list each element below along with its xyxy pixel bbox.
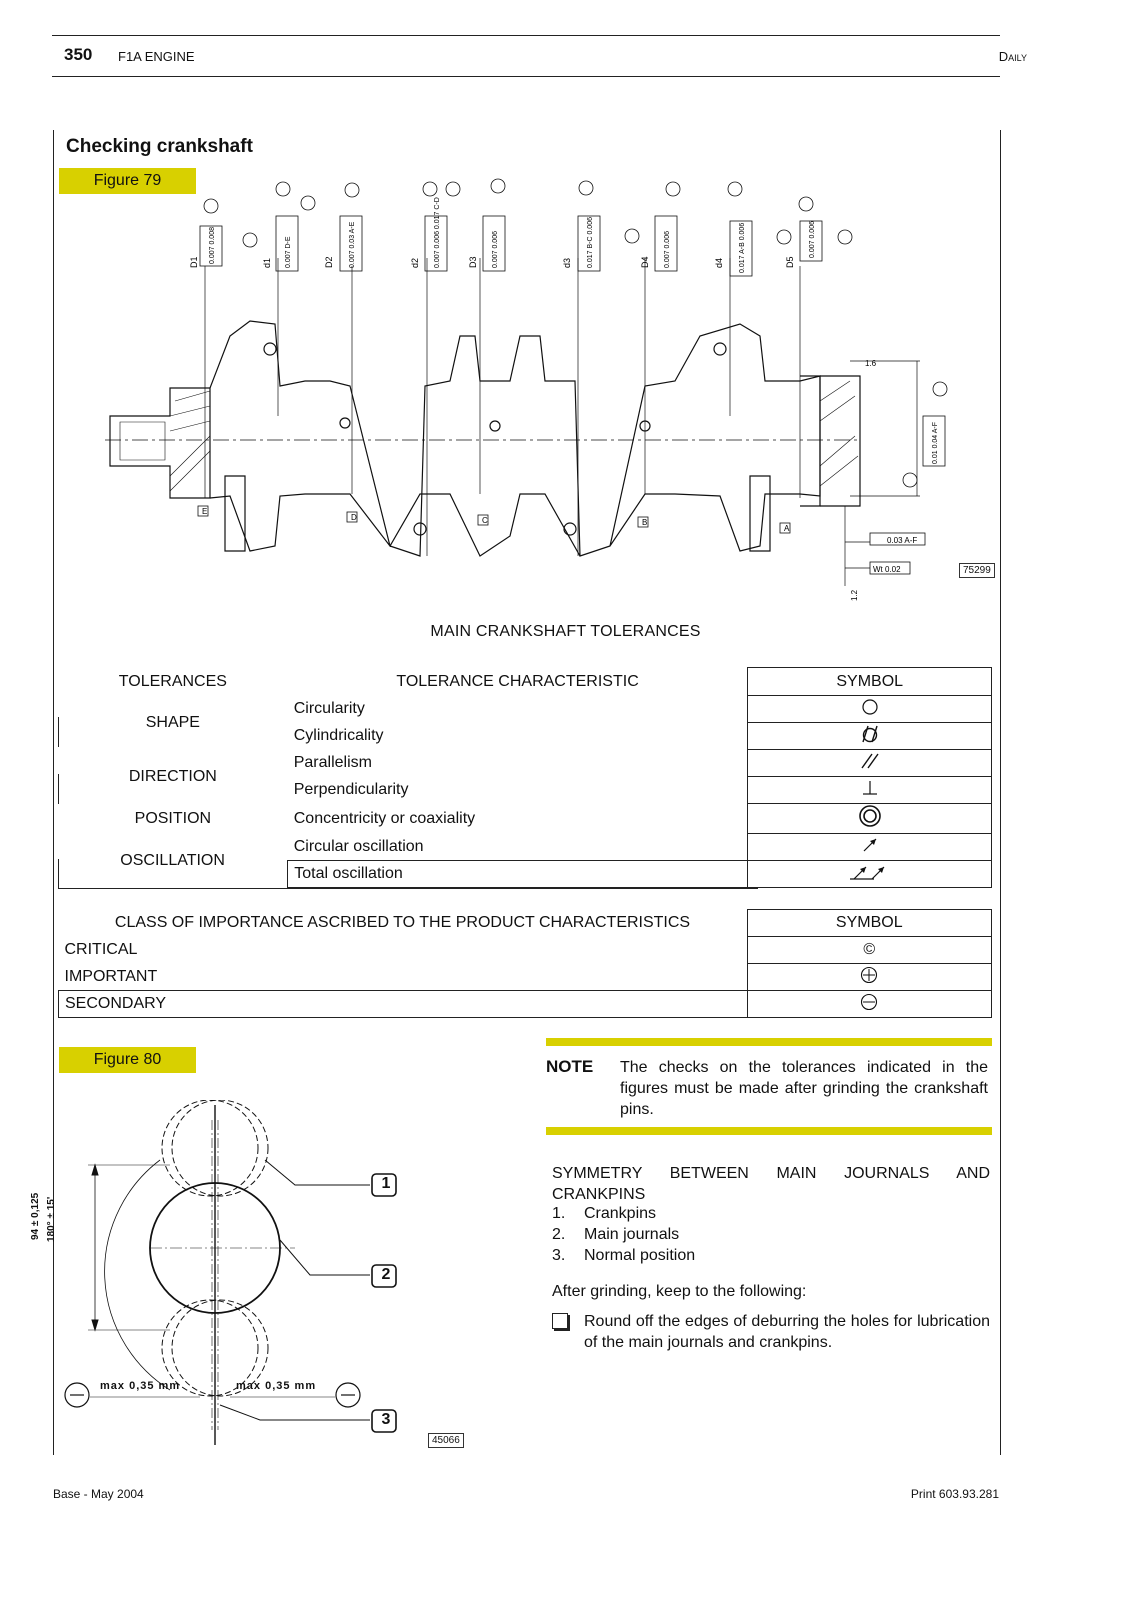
note-text: The checks on the tolerances indicated in the figures must be made after grinding the crankshaft pins. [620,1059,988,1118]
journal-label: d3 [562,257,572,268]
item-concentricity: Concentricity or coaxiality [293,809,476,827]
secondary-symbol [747,991,992,1018]
item-circular-oscillation: Circular oscillation [293,837,424,855]
tolerance-callout: 0.007 0.008 [209,227,216,264]
item-circularity: Circularity [293,700,365,717]
group-shape: SHAPE [145,713,200,731]
list-item: 3. Normal position [552,1247,696,1264]
after-intro: After grinding, keep to the following: [552,1283,807,1300]
datum-label: C [482,516,488,525]
tolerance-table-left [58,859,59,888]
symmetry-list [552,1203,695,1266]
group-oscillation: OSCILLATION [120,851,225,869]
concentricity-symbol [748,804,992,834]
note-top-bar [546,1038,992,1046]
tolerance-callout: 0.007 0.006 0.017 C-D [434,197,441,268]
header-tolerances: TOLERANCES [118,672,227,690]
figure-79-ref: 75299 [959,563,995,578]
figure-79-label: Figure 79 [59,168,196,194]
symmetry-heading: SYMMETRY BETWEEN MAIN JOURNALS AND CRANKPINS [552,1165,990,1203]
max-left-label: max 0,35 mm [100,1380,181,1392]
class-symbol-header: SYMBOL [747,910,992,937]
total-oscillation-symbol [748,861,992,888]
journal-label: d4 [714,257,724,268]
header-characteristic: TOLERANCE CHARACTERISTIC [396,672,639,690]
header-bottom-rule [52,76,1000,77]
group-direction: DIRECTION [128,767,217,785]
figure-80-label: Figure 80 [59,1047,196,1073]
tolerance-callout: 0.007 0.03 A-E [349,221,356,268]
runout-callout: 0.03 A-F [887,536,918,545]
tolerance-callout: 0.007 0.006 [664,231,671,268]
callout-2: 2 [381,1266,391,1283]
critical-symbol: © [747,937,992,964]
datum-label: D [351,513,357,522]
header-top-rule [52,35,1000,36]
item-perpendicularity: Perpendicularity [293,781,409,798]
journal-label: D5 [785,256,795,268]
list-item: 2. Main journals [552,1226,680,1243]
tolerance-callout: 0.007 D-E [285,236,292,268]
note-bottom-bar [546,1127,992,1135]
circularity-symbol [748,696,992,723]
figure-79-caption: MAIN CRANKSHAFT TOLERANCES [430,623,701,640]
manual-name: Daily [998,49,1027,64]
perpendicularity-symbol [748,777,992,804]
class-critical: CRITICAL [64,941,138,958]
class-secondary: SECONDARY [59,991,748,1018]
group-position: POSITION [134,809,212,827]
class-important: IMPORTANT [64,967,158,985]
journal-label: d1 [262,257,272,268]
parallelism-symbol [748,750,992,777]
roughness-1: 1.6 [865,359,877,368]
tolerance-callout: 0.017 B-C 0.006 [587,217,594,268]
class-table [58,909,992,1018]
checkbox-bullet-icon [552,1313,568,1329]
tolerance-table-mark2 [58,774,59,804]
datum-label: A [784,524,790,533]
circular-oscillation-symbol [748,834,992,861]
datum-label: B [642,518,648,527]
symmetry-drawing [60,1100,480,1450]
note-label: NOTE [546,1057,594,1076]
tolerance-callout: 0.007 0.006 [809,221,816,258]
important-symbol [747,964,992,991]
journal-label: D3 [468,256,478,268]
footer-right: Print 603.93.281 [910,1487,999,1501]
after-bullet: Round off the edges of deburring the holes for lubrication of the main journals and crankpins. [584,1313,990,1351]
section-title: F1A ENGINE [118,49,195,64]
right-margin-rule [1000,130,1001,1455]
tolerance-table [58,667,992,888]
journal-label: D1 [189,256,199,268]
tolerance-table-mark1 [58,717,59,747]
journal-label: d2 [410,257,420,268]
callout-3: 3 [381,1411,391,1428]
max-right-label: max 0,35 mm [236,1380,317,1392]
item-parallelism: Parallelism [293,754,372,771]
wt-callout: Wt 0.02 [873,565,901,574]
cylindricality-symbol [748,723,992,750]
dim-180: 180° ± 15' [46,1196,57,1242]
roughness-2: 1.2 [850,589,859,601]
figure-80-ref: 45066 [428,1433,464,1448]
journal-label: D2 [324,256,334,268]
tolerance-table-bottom [58,888,758,889]
list-item: 1. Crankpins [552,1205,657,1222]
header-symbol: SYMBOL [748,668,992,696]
class-header: CLASS OF IMPORTANCE ASCRIBED TO THE PRODUCT CHARACTERISTICS [114,914,691,931]
callout-1: 1 [381,1175,391,1192]
journal-label: D4 [640,256,650,268]
tolerance-callout: 0.007 0.006 [492,231,499,268]
left-margin-rule [53,130,54,1455]
footer-left: Base - May 2004 [53,1487,144,1501]
item-cylindricality: Cylindricality [293,727,384,744]
page-number: 350 [64,45,93,64]
datum-label: E [202,507,208,516]
tolerance-callout: 0.01 0.04 A-F [932,421,939,464]
section-heading: Checking crankshaft [66,136,253,157]
dim-94: 94 ± 0,125 [30,1192,41,1240]
tolerance-callout: 0.017 A-B 0.006 [739,222,746,273]
crankshaft-tolerance-drawing [100,176,1000,621]
item-total-oscillation: Total oscillation [288,861,748,888]
